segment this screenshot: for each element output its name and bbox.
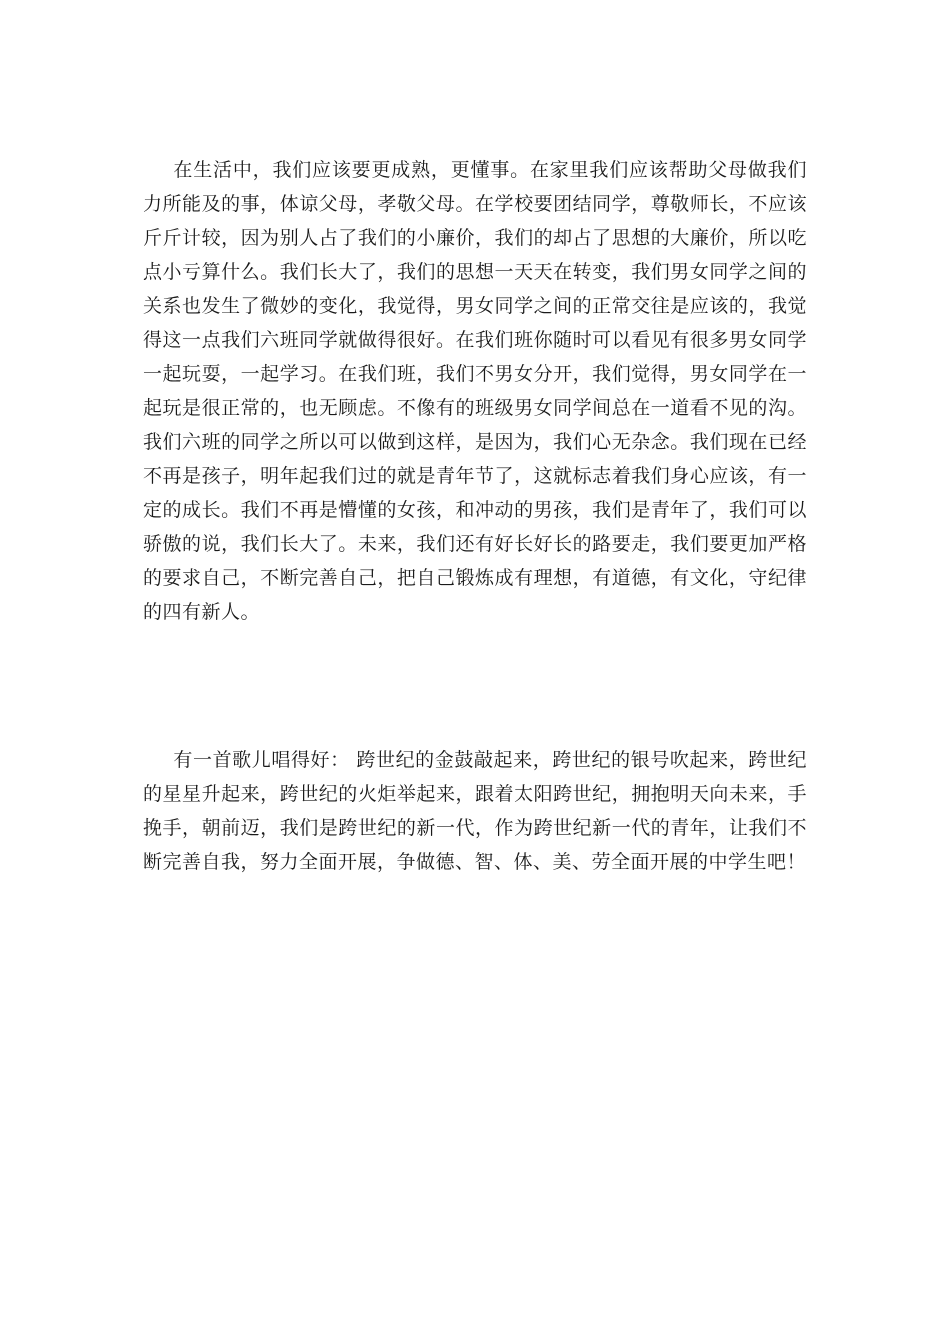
body-paragraph-song: 有一首歌儿唱得好： 跨世纪的金鼓敲起来，跨世纪的银号吹起来，跨世纪的星星升起来，跨世纪的火炬举起来，跟着太阳跨世纪，拥抱明天向未来，手挽手，朝前迈，我们是跨世纪的新一代，作为跨世纪新一代的青年，让我们不断完善自我，努力全面开展，争做德、智、体、美、劳全面开展的中学生吧！	[143, 749, 807, 873]
body-paragraph-growing-up: 在生活中，我们应该要更成熟，更懂事。在家里我们应该帮助父母做我们力所能及的事，体谅父母，孝敬父母。在学校要团结同学，尊敬师长，不应该斤斤计较，因为别人占了我们的小廉价，我们的却占了思想的大廉价，所以吃点小亏算什么。我们长大了，我们的思想一天天在转变，我们男女同学之间的关系也发生了微妙的变化，我觉得，男女同学之间的正常交往是应该的，我觉得这一点我们六班同学就做得很好。在我们班你随时可以看见有很多男女同学一起玩耍，一起学习。在我们班，我们不男女分开，我们觉得，男女同学在一起玩是很正常的，也无顾虑。不像有的班级男女同学间总在一道看不见的沟。我们六班的同学之所以可以做到这样，是因为，我们心无杂念。我们现在已经不再是孩子，明年起我们过的就是青年节了，这就标志着我们身心应该，有一定的成长。我们不再是懵懂的女孩，和冲动的男孩，我们是青年了，我们可以骄傲的说，我们长大了。未来，我们还有好长好长的路要走，我们要更加严格的要求自己，不断完善自己，把自己锻炼成有理想，有道德，有文化，守纪律的四有新人。	[143, 159, 807, 623]
